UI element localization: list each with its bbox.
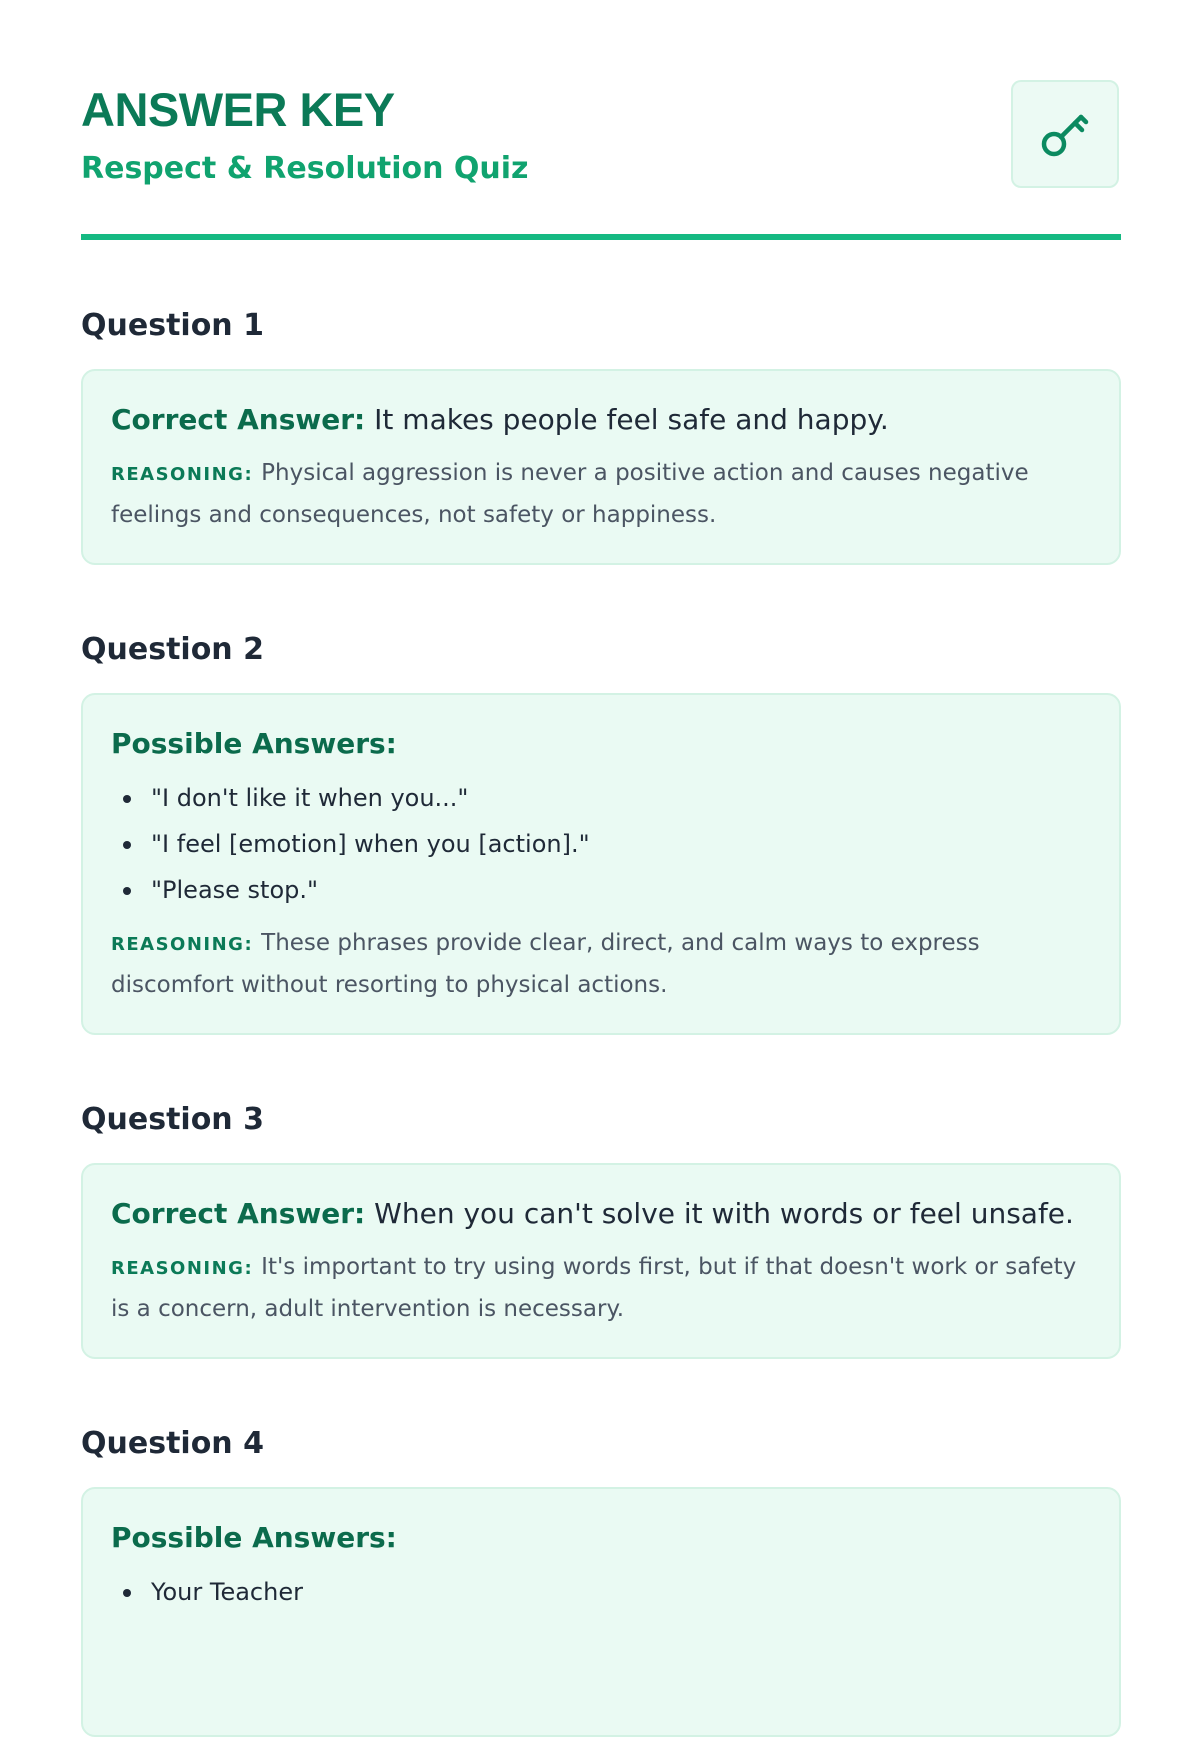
question-1 — [81, 306, 1121, 565]
page-subtitle: Respect & Resolution Quiz — [81, 151, 529, 186]
answer-text: When you can't solve it with words or feel unsafe. — [374, 1197, 1074, 1230]
reasoning-text: These phrases provide clear, direct, and calm ways to express discomfort without resorting to physical actions. — [111, 930, 980, 998]
reasoning-text: Physical aggression is never a positive action and causes negative feelings and consequences, not safety or happiness. — [111, 460, 1029, 528]
answer-card — [81, 369, 1121, 565]
reasoning — [111, 453, 1091, 535]
header-divider — [81, 234, 1121, 240]
reasoning-label: REASONING: — [111, 464, 254, 485]
answer-text: It makes people feel safe and happy. — [374, 403, 889, 436]
list-item: "Please stop." — [111, 867, 1091, 913]
possible-answers-list — [111, 1569, 1091, 1615]
question-heading: Question 1 — [81, 308, 264, 343]
reasoning-label: REASONING: — [111, 934, 254, 955]
list-item: Your Teacher — [111, 1569, 1091, 1615]
header — [81, 0, 1121, 241]
reasoning — [111, 923, 1091, 1005]
answer-card — [81, 1487, 1121, 1737]
list-item: "I don't like it when you..." — [111, 775, 1091, 821]
answer-card — [81, 693, 1121, 1035]
key-icon — [1037, 106, 1093, 162]
question-2 — [81, 630, 1121, 1035]
answer-label: Correct Answer: — [111, 1197, 366, 1230]
question-heading: Question 4 — [81, 1426, 264, 1461]
answer-card — [81, 1163, 1121, 1359]
answer-key-page — [81, 0, 1121, 1606]
correct-answer — [111, 1191, 1091, 1237]
possible-answers-list — [111, 775, 1091, 913]
page-title: ANSWER KEY — [81, 83, 395, 136]
question-heading: Question 2 — [81, 632, 264, 667]
key-badge — [1011, 80, 1119, 188]
question-heading: Question 3 — [81, 1102, 264, 1137]
question-4 — [81, 1424, 1121, 1737]
possible-answers-label: Possible Answers: — [111, 727, 397, 760]
question-3 — [81, 1100, 1121, 1359]
reasoning-label: REASONING: — [111, 1258, 254, 1279]
possible-answers-label: Possible Answers: — [111, 1521, 397, 1554]
reasoning-text: It's important to try using words first, but if that doesn't work or safety is a concern, adult intervention is necessary. — [111, 1254, 1077, 1322]
correct-answer — [111, 397, 1091, 443]
answer-label: Correct Answer: — [111, 403, 366, 436]
list-item: "I feel [emotion] when you [action]." — [111, 821, 1091, 867]
reasoning — [111, 1247, 1091, 1329]
